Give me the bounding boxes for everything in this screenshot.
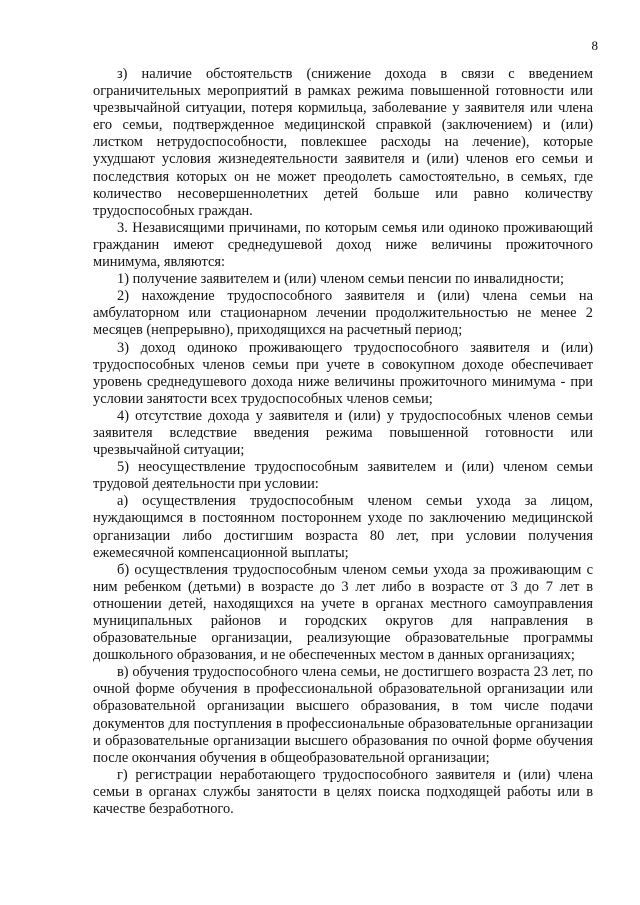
list-subitem-v: в) обучения трудоспособного члена семьи, не достигшего возраста 23 лет, по очной форме обучения в профессиональной образовательной организации или образовательной организации высшего образования, в том числе подачи документов для поступления в профессиональные образовательные организации и образовательные организации высшего образования по очной форме обучения после окончания обучения в общеобразовательной организации;	[93, 664, 593, 766]
list-subitem-b: б) осуществления трудоспособным членом семьи ухода за проживающим с ним ребенком (детьми) в возрасте до 3 лет либо в возрасте от 3 до 7 лет в отношении детей, находящихся на учете в органах местного самоуправления муниципальных районов и городских округов для направления в образовательные организации, реализующие образовательные программы дошкольного образования, и не обеспеченных местом в данных организациях;	[93, 561, 593, 664]
list-item-3: 3) доход одиноко проживающего трудоспособного заявителя и (или) трудоспособных членов семьи при учете в совокупном доходе обеспечивает уровень среднедушевого дохода ниже величины прожиточного минимума - при условии занятости всех трудоспособных членов семьи;	[93, 339, 593, 407]
list-item-5: 5) неосуществление трудоспособным заявителем и (или) членом семьи трудовой деятельности при условии:	[93, 459, 593, 493]
list-item-2: 2) нахождение трудоспособного заявителя и (или) члена семьи на амбулаторном или стационарном лечении продолжительностью не менее 2 месяцев (непрерывно), приходящихся на расчетный период;	[93, 288, 593, 339]
list-subitem-g: г) регистрации неработающего трудоспособного заявителя и (или) члена семьи в органах службы занятости в целях поиска подходящей работы или в качестве безработного.	[93, 766, 593, 818]
paragraph-item-z: з) наличие обстоятельств (снижение дохода в связи с введением ограничительных мероприятий в рамках режима повышенной готовности или чрезвычайной ситуации, потеря кормильца, заболевание у заявителя или члена его семьи, подтвержденное медицинской справкой (заключением) и (или) листком нетрудоспособности, повлекшее расходы на лечение), которые ухудшают условия жизнедеятельности заявителя и (или) членов его семьи и последствия которых он не может преодолеть самостоятельно, в семьях, где количество несовершеннолетних детей больше или равно количеству трудоспособных граждан.	[93, 66, 593, 219]
document-body	[93, 66, 593, 818]
paragraph-section-3: 3. Независящими причинами, по которым семья или одиноко проживающий гражданин имеют среднедушевой доход ниже величины прожиточного минимума, являются:	[93, 219, 593, 271]
page-number: 8	[591, 38, 598, 53]
list-item-4: 4) отсутствие дохода у заявителя и (или) у трудоспособных членов семьи заявителя вследствие введения режима повышенной готовности или чрезвычайной ситуации;	[93, 407, 593, 459]
list-item-1: 1) получение заявителем и (или) членом семьи пенсии по инвалидности;	[117, 271, 564, 288]
list-subitem-a: а) осуществления трудоспособным членом семьи ухода за лицом, нуждающимся в постоянном постороннем уходе по заключению медицинской организации либо достигшим возраста 80 лет, при условии получения ежемесячной компенсационной выплаты;	[93, 493, 593, 561]
